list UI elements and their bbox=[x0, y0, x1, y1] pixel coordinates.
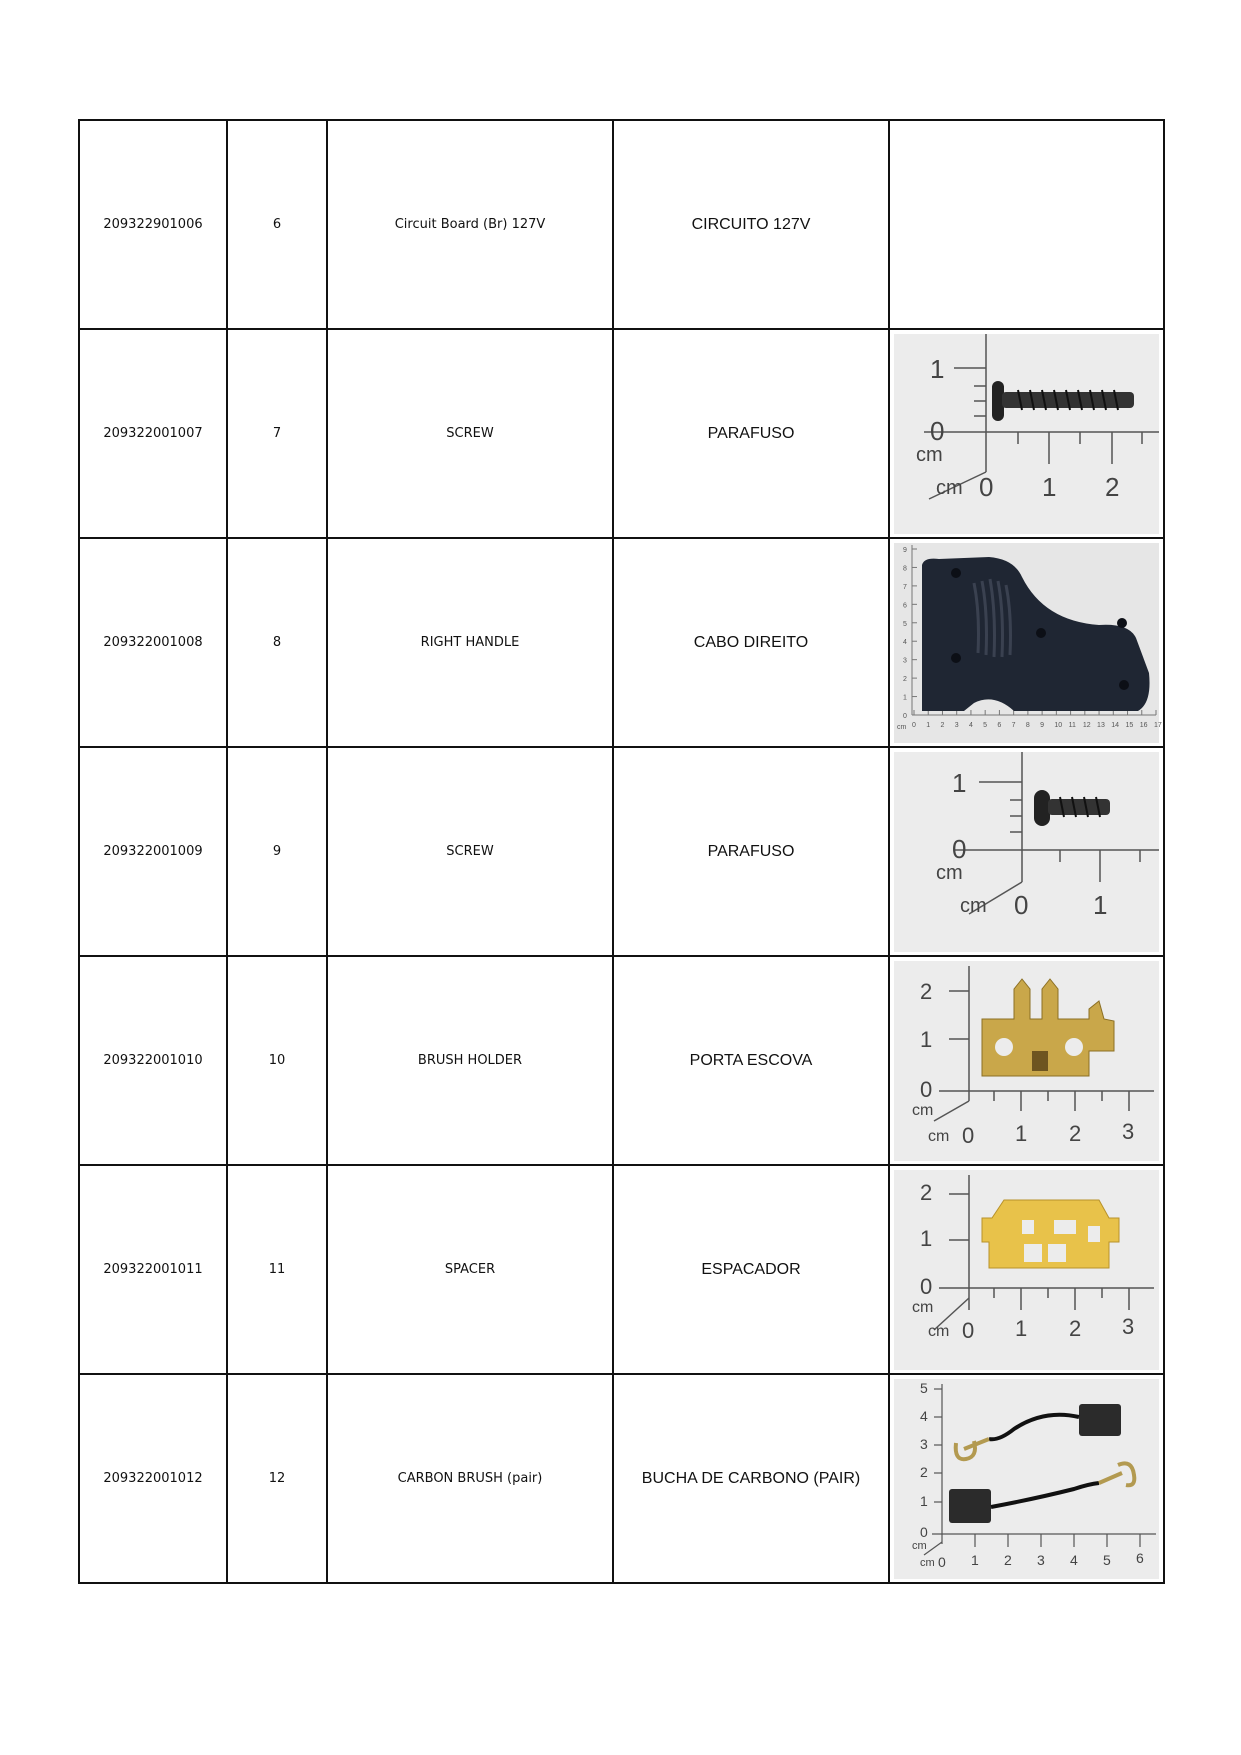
scale-unit: cm bbox=[897, 723, 907, 731]
x-tick: 0 bbox=[912, 721, 916, 729]
x-tick: 3 bbox=[1122, 1118, 1135, 1144]
x-tick: 2 bbox=[1105, 471, 1120, 502]
description-pt: CIRCUITO 127V bbox=[613, 120, 889, 329]
scale-unit: cm bbox=[928, 1127, 950, 1145]
x-tick: 11 bbox=[1068, 721, 1076, 729]
x-tick: 6 bbox=[997, 721, 1002, 729]
y-tick: 4 bbox=[903, 638, 907, 646]
table-row bbox=[79, 956, 1164, 1165]
scale-unit: cm bbox=[928, 1322, 950, 1340]
y-tick: 3 bbox=[920, 1435, 928, 1452]
table-row bbox=[79, 538, 1164, 747]
empty-image-cell bbox=[889, 120, 1164, 329]
scale-unit: cm bbox=[936, 861, 963, 884]
table-row bbox=[79, 1374, 1164, 1583]
description-en: SCREW bbox=[327, 747, 613, 956]
item-number: 8 bbox=[227, 538, 327, 747]
item-number: 12 bbox=[227, 1374, 327, 1583]
x-tick: 17 bbox=[1154, 721, 1162, 729]
x-tick: 5 bbox=[983, 721, 988, 729]
y-tick: 2 bbox=[903, 675, 907, 683]
x-tick: 12 bbox=[1082, 721, 1091, 729]
y-tick: 0 bbox=[930, 415, 945, 446]
y-tick: 2 bbox=[920, 1179, 933, 1205]
x-tick: 2 bbox=[940, 721, 945, 729]
y-tick: 1 bbox=[920, 1026, 933, 1052]
y-tick: 1 bbox=[920, 1225, 933, 1251]
y-tick: 1 bbox=[920, 1492, 928, 1509]
short-screw-photo bbox=[894, 752, 1159, 952]
item-number: 7 bbox=[227, 329, 327, 538]
y-tick: 0 bbox=[920, 1076, 933, 1102]
part-code: 209322001008 bbox=[79, 538, 227, 747]
table-row bbox=[79, 329, 1164, 538]
x-tick: 0 bbox=[979, 471, 994, 502]
x-tick: 0 bbox=[1014, 889, 1029, 920]
description-en: CARBON BRUSH (pair) bbox=[327, 1374, 613, 1583]
x-tick: 1 bbox=[1015, 1120, 1028, 1146]
y-tick: 8 bbox=[903, 564, 907, 572]
y-tick: 0 bbox=[920, 1523, 928, 1540]
x-tick: 4 bbox=[1070, 1551, 1078, 1568]
x-tick: 1 bbox=[971, 1551, 979, 1568]
x-tick: 0 bbox=[938, 1553, 946, 1570]
y-tick: 2 bbox=[920, 978, 933, 1004]
x-tick: 9 bbox=[1040, 721, 1045, 729]
description-pt: PARAFUSO bbox=[613, 329, 889, 538]
description-en: SCREW bbox=[327, 329, 613, 538]
handle-photo bbox=[894, 543, 1162, 743]
parts-table bbox=[78, 119, 1165, 1584]
x-tick: 5 bbox=[1103, 1551, 1111, 1568]
description-en: Circuit Board (Br) 127V bbox=[327, 120, 613, 329]
scale-unit: cm bbox=[960, 894, 987, 917]
y-tick: 0 bbox=[952, 833, 967, 864]
scale-unit: cm bbox=[912, 1298, 934, 1316]
scale-unit: cm bbox=[912, 1101, 934, 1119]
scale-unit: cm bbox=[916, 443, 943, 466]
item-number: 6 bbox=[227, 120, 327, 329]
part-code: 209322001011 bbox=[79, 1165, 227, 1374]
x-tick: 8 bbox=[1025, 721, 1030, 729]
part-code: 209322001009 bbox=[79, 747, 227, 956]
y-tick: 1 bbox=[930, 353, 945, 384]
x-tick: 15 bbox=[1125, 721, 1134, 729]
item-number: 10 bbox=[227, 956, 327, 1165]
y-tick: 6 bbox=[903, 601, 907, 609]
y-tick: 0 bbox=[903, 712, 907, 720]
description-en: SPACER bbox=[327, 1165, 613, 1374]
item-number: 9 bbox=[227, 747, 327, 956]
y-tick: 3 bbox=[903, 657, 907, 665]
y-tick: 7 bbox=[903, 583, 907, 591]
table-row bbox=[79, 747, 1164, 956]
description-en: BRUSH HOLDER bbox=[327, 956, 613, 1165]
scale-unit: cm bbox=[936, 476, 963, 499]
x-tick: 1 bbox=[1015, 1315, 1028, 1341]
y-tick: 5 bbox=[920, 1379, 928, 1396]
y-tick: 1 bbox=[903, 694, 907, 702]
x-tick: 14 bbox=[1111, 721, 1120, 729]
y-tick: 2 bbox=[920, 1463, 928, 1480]
description-pt: ESPACADOR bbox=[613, 1165, 889, 1374]
x-tick: 1 bbox=[1093, 889, 1108, 920]
description-pt: PORTA ESCOVA bbox=[613, 956, 889, 1165]
x-tick: 1 bbox=[1042, 471, 1057, 502]
table-row bbox=[79, 120, 1164, 329]
scale-unit: cm bbox=[912, 1539, 927, 1552]
description-en: RIGHT HANDLE bbox=[327, 538, 613, 747]
part-code: 209322001007 bbox=[79, 329, 227, 538]
brush-holder-photo bbox=[894, 961, 1159, 1161]
long-screw-photo bbox=[894, 334, 1159, 534]
x-tick: 10 bbox=[1054, 721, 1063, 729]
table-row bbox=[79, 1165, 1164, 1374]
part-code: 209322001012 bbox=[79, 1374, 227, 1583]
x-tick: 16 bbox=[1139, 721, 1148, 729]
part-code: 209322901006 bbox=[79, 120, 227, 329]
description-pt: BUCHA DE CARBONO (PAIR) bbox=[613, 1374, 889, 1583]
y-tick: 0 bbox=[920, 1273, 933, 1299]
x-tick: 2 bbox=[1069, 1315, 1082, 1341]
x-tick: 3 bbox=[1037, 1551, 1045, 1568]
x-tick: 4 bbox=[968, 721, 973, 729]
x-tick: 6 bbox=[1136, 1549, 1144, 1566]
scale-unit: cm bbox=[920, 1556, 935, 1569]
description-pt: PARAFUSO bbox=[613, 747, 889, 956]
x-tick: 3 bbox=[1122, 1313, 1135, 1339]
x-tick: 0 bbox=[962, 1122, 975, 1148]
description-pt: CABO DIREITO bbox=[613, 538, 889, 747]
y-tick: 1 bbox=[952, 767, 967, 798]
item-number: 11 bbox=[227, 1165, 327, 1374]
x-tick: 7 bbox=[1011, 721, 1016, 729]
y-tick: 5 bbox=[903, 620, 907, 628]
y-tick: 4 bbox=[920, 1407, 928, 1424]
part-code: 209322001010 bbox=[79, 956, 227, 1165]
x-tick: 3 bbox=[954, 721, 959, 729]
x-tick: 1 bbox=[926, 721, 931, 729]
y-tick: 9 bbox=[903, 546, 907, 554]
carbon-brush-photo bbox=[894, 1379, 1159, 1579]
spacer-photo bbox=[894, 1170, 1159, 1370]
x-tick: 2 bbox=[1004, 1551, 1012, 1568]
x-tick: 0 bbox=[962, 1317, 975, 1343]
x-tick: 2 bbox=[1069, 1120, 1082, 1146]
x-tick: 13 bbox=[1097, 721, 1105, 729]
